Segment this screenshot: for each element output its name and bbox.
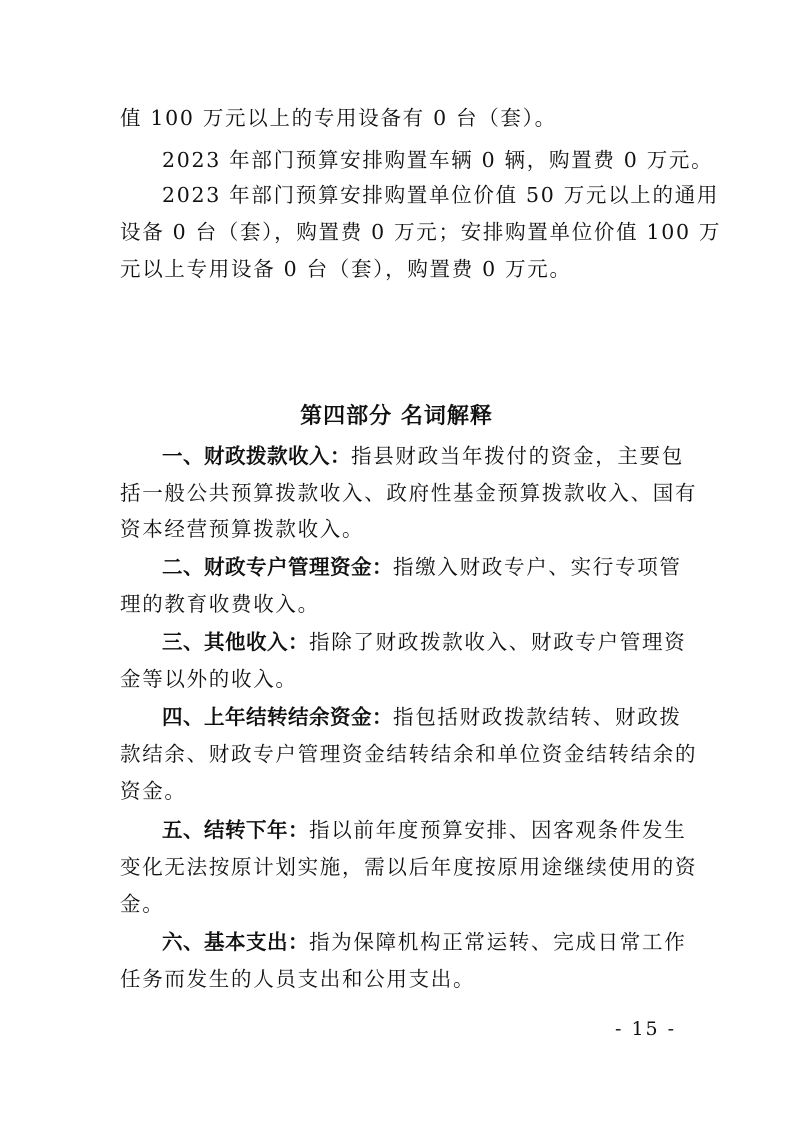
- definition-first-line: [162, 707, 722, 728]
- definition-text: 指县财政当年拨付的资金，主要包: [351, 444, 684, 468]
- definition-line: 金等以外的收入。: [120, 667, 298, 691]
- definition-text: 指以前年度预算安排、因客观条件发生: [309, 818, 687, 842]
- definition-line: 款结余、财政专户管理资金结转结余和单位资金结转结余的: [120, 742, 698, 766]
- definition-line: 括一般公共预算拨款收入、政府性基金预算拨款收入、国有: [120, 481, 698, 505]
- definition-line: 理的教育收费收入。: [120, 592, 320, 616]
- definition-text: 指缴入财政专户、实行专项管: [393, 555, 682, 579]
- definition-line: 金。: [120, 892, 165, 916]
- definition-text: 指除了财政拨款收入、财政专户管理资: [309, 630, 687, 654]
- definition-line: 变化无法按原计划实施，需以后年度按原用途继续使用的资: [120, 855, 698, 879]
- definition-text: 指为保障机构正常运转、完成日常工作: [309, 930, 687, 954]
- section-heading: 第四部分 名词解释: [300, 404, 493, 429]
- definition-first-line: [162, 632, 722, 653]
- definition-term: 三、其他收入：: [162, 630, 309, 654]
- definition-line: 任务而发生的人员支出和公用支出。: [120, 967, 476, 991]
- definition-term: 二、财政专户管理资金：: [162, 555, 393, 579]
- page-number: - 15 -: [615, 1018, 677, 1040]
- body-text-line: 设备 0 台（套），购置费 0 万元；安排购置单位价值 100 万: [120, 220, 722, 244]
- definition-first-line: [162, 820, 722, 841]
- body-text-line: 2023 年部门预算安排购置车辆 0 辆，购置费 0 万元。: [162, 148, 714, 172]
- definition-line: 资金。: [120, 779, 187, 803]
- definition-term: 六、基本支出：: [162, 930, 309, 954]
- definition-term: 一、财政拨款收入：: [162, 444, 351, 468]
- definition-term: 五、结转下年：: [162, 818, 309, 842]
- body-text-line: 2023 年部门预算安排购置单位价值 50 万元以上的通用: [162, 183, 720, 207]
- definition-text: 指包括财政拨款结转、财政拨: [393, 705, 682, 729]
- body-text-line: 元以上专用设备 0 台（套），购置费 0 万元。: [120, 257, 572, 281]
- definition-first-line: [162, 557, 722, 578]
- definition-line: 资本经营预算拨款收入。: [120, 517, 365, 541]
- definition-first-line: [162, 932, 722, 953]
- body-text-line: 值 100 万元以上的专用设备有 0 台（套）。: [120, 106, 557, 130]
- definition-first-line: [162, 446, 722, 467]
- definition-term: 四、上年结转结余资金：: [162, 705, 393, 729]
